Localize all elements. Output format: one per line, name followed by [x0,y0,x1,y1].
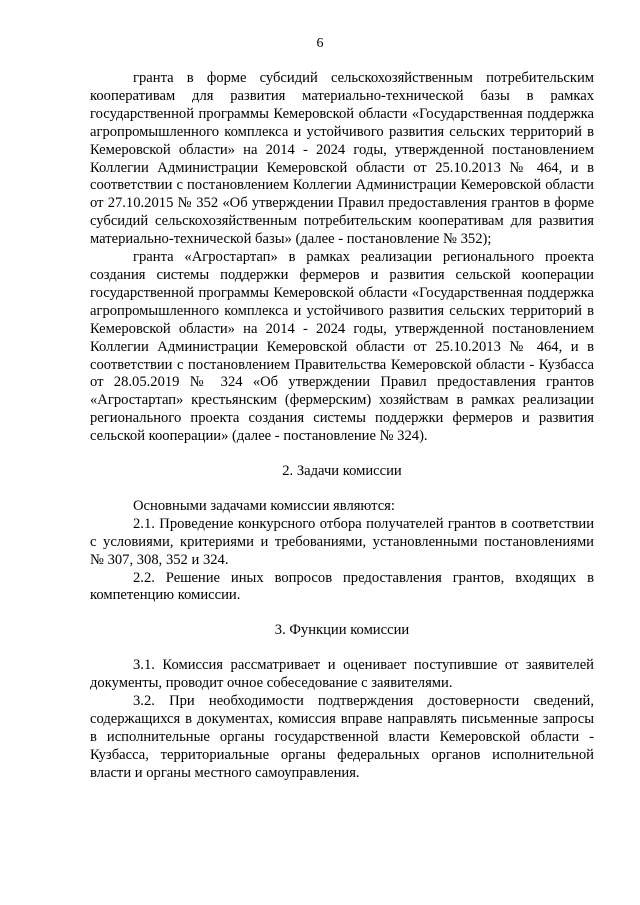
section-heading-tasks: 2. Задачи комиссии [282,463,402,480]
paragraph-grant-agrostartap: гранта «Агростартап» в рамках реализации регионального проекта создания системы поддержки фермеров и развития сельской кооперации государственной программы Кемеровской области «Государственная поддержка агропромышленного комплекса и устойчивого развития сельских территорий в Кемеровской области» на 2014 - 2024 годы, утвержденной постановлением Коллегии Администрации Кемеровской области от 25.10.2013 № 464, и в соответствии с постановлением Правительства Кемеровской области - Кузбасса от 28.05.2019 № 324 «Об утверждении Правил предоставления грантов «Агростартап» крестьянским (фермерским) хозяйствам в рамках реализации регионального проекта создания системы поддержки фермеров и развития сельской кооперации» (далее - постановление № 324). [90,249,594,445]
paragraph-task-2-1: 2.1. Проведение конкурсного отбора получателей грантов в соответствии с условиями, критериями и требованиями, установленными постановлениями № 307, 308, 352 и 324. [90,515,594,568]
page-number: 6 [316,36,324,51]
paragraph-grant-cooperatives: гранта в форме субсидий сельскохозяйственным потребительским кооперативам для развития материально-технической базы в рамках государственной программы Кемеровской области «Государственная поддержка агропромышленного комплекса и устойчивого развития сельских территорий в Кемеровской области» на 2014 - 2024 годы, утвержденной постановлением Коллегии Администрации Кемеровской области от 25.10.2013 № 464, и в соответствии с постановлением Коллегии Администрации Кемеровской области от 27.10.2015 № 352 «Об утверждении Правил предоставления грантов в форме субсидий сельскохозяйственным потребительским кооперативам для развития материально-технической базы» (далее - постановление № 352); [90,70,594,248]
document-body [90,70,594,783]
paragraph-tasks-intro: Основными задачами комиссии являются: [133,497,395,514]
section-heading-functions: 3. Функции комиссии [274,622,410,639]
paragraph-function-3-2: 3.2. При необходимости подтверждения достоверности сведений, содержащихся в документах, комиссия вправе направлять письменные запросы в исполнительные органы государственной власти Кемеровской области - Кузбасса, территориальные органы федеральных органов исполнительной власти и органы местного самоуправления. [90,693,594,781]
paragraph-function-3-1: 3.1. Комиссия рассматривает и оценивает поступившие от заявителей документы, проводит очное собеседование с заявителями. [90,657,594,692]
paragraph-task-2-2: 2.2. Решение иных вопросов предоставления грантов, входящих в компетенцию комиссии. [90,569,594,604]
